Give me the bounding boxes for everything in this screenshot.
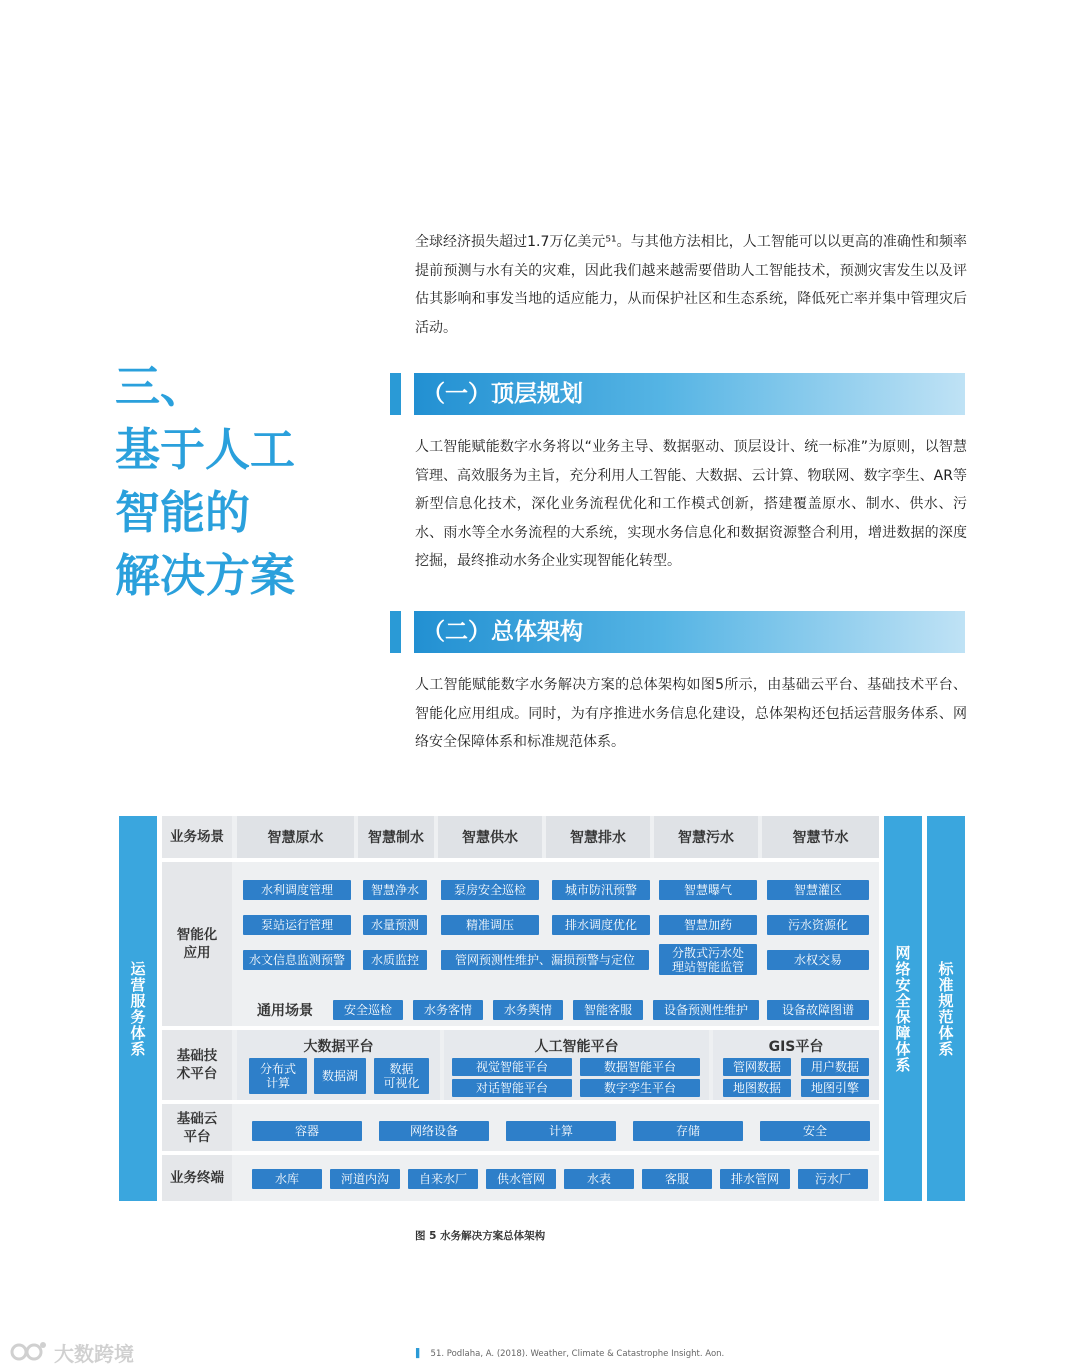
app-chip: 水质监控 bbox=[363, 950, 427, 970]
scenario-cell: 智慧制水 bbox=[358, 816, 434, 858]
row-label: 智能化 应用 bbox=[162, 862, 232, 1026]
row-label: 基础云 平台 bbox=[162, 1104, 232, 1151]
app-chip: 水利调度管理 bbox=[243, 880, 351, 900]
terminal-chip: 污水厂 bbox=[798, 1169, 868, 1189]
general-chip: 安全巡检 bbox=[333, 1000, 403, 1020]
section-heading-2 bbox=[390, 611, 965, 653]
gis-title: GIS平台 bbox=[768, 1039, 824, 1055]
app-chip: 排水调度优化 bbox=[552, 915, 650, 935]
terminal-chip: 供水管网 bbox=[486, 1169, 556, 1189]
architecture-diagram bbox=[119, 816, 965, 1201]
tech-chip: 对话智能平台 bbox=[452, 1079, 572, 1097]
figure-caption: 图 5 水务解决方案总体架构 bbox=[415, 1230, 546, 1242]
big-title bbox=[115, 355, 365, 607]
cloud-chip: 存储 bbox=[633, 1121, 743, 1141]
general-chip: 设备故障图谱 bbox=[767, 1000, 869, 1020]
app-chip: 泵房安全巡检 bbox=[441, 880, 539, 900]
watermark bbox=[10, 1337, 134, 1367]
tech-chip: 用户数据 bbox=[801, 1058, 869, 1076]
general-chip: 智能客服 bbox=[573, 1000, 643, 1020]
cloud-chip: 容器 bbox=[252, 1121, 362, 1141]
section-heading-text: （一）顶层规划 bbox=[422, 381, 583, 407]
footnote bbox=[416, 1349, 724, 1359]
app-chip: 智慧加药 bbox=[659, 915, 757, 935]
tech-chip: 分布式 计算 bbox=[249, 1058, 307, 1094]
tech-chip: 数字孪生平台 bbox=[580, 1079, 700, 1097]
row-label: 业务场景 bbox=[162, 816, 232, 858]
network-security-bar: 网络安全保障体系 bbox=[884, 816, 922, 1201]
row-label: 基础技 术平台 bbox=[162, 1030, 232, 1100]
bigdata-title: 大数据平台 bbox=[303, 1039, 374, 1055]
app-chip: 水量预测 bbox=[363, 915, 427, 935]
row-label: 业务终端 bbox=[162, 1155, 232, 1201]
cloud-chip: 计算 bbox=[506, 1121, 616, 1141]
app-chip: 水权交易 bbox=[767, 950, 869, 970]
watermark-text: 大数跨境 bbox=[54, 1341, 134, 1366]
big-title-line: 三、 bbox=[115, 360, 206, 413]
app-chip: 智慧灌区 bbox=[767, 880, 869, 900]
general-chip: 设备预测性维护 bbox=[653, 1000, 759, 1020]
big-title-line: 解决方案 bbox=[115, 549, 296, 602]
app-chip: 泵站运行管理 bbox=[243, 915, 351, 935]
section-heading-text: （二）总体架构 bbox=[422, 619, 583, 645]
app-chip: 分散式污水处 理站智能监管 bbox=[659, 944, 757, 975]
app-chip: 精准调压 bbox=[441, 915, 539, 935]
big-title-line: 智能的 bbox=[115, 486, 251, 539]
terminal-chip: 排水管网 bbox=[720, 1169, 790, 1189]
heading-accent-bar bbox=[390, 611, 401, 653]
general-scenario-label: 通用场景 bbox=[257, 1003, 313, 1019]
cloud-chip: 网络设备 bbox=[379, 1121, 489, 1141]
general-chip: 水务舆情 bbox=[493, 1000, 563, 1020]
section2-body: 人工智能赋能数字水务解决方案的总体架构如图5所示，由基础云平台、基础技术平台、智能化应用组成。同时，为有序推进水务信息化建设，总体架构还包括运营服务体系、网络安全保障体系和标准规范体系。 bbox=[415, 677, 967, 750]
big-title-line: 基于人工 bbox=[115, 423, 296, 476]
section-heading-1 bbox=[390, 373, 965, 415]
terminal-chip: 自来水厂 bbox=[408, 1169, 478, 1189]
footnote-text: 51. Podlaha, A. (2018). Weather, Climate & Catastrophe Insight. Aon. bbox=[430, 1349, 725, 1359]
section1-body: 人工智能赋能数字水务将以“业务主导、数据驱动、顶层设计、统一标准”为原则，以智慧管理、高效服务为主旨，充分利用人工智能、大数据、云计算、物联网、数字孪生、AR等新型信息化技术，深化业务流程优化和工作模式创新，搭建覆盖原水、制水、供水、污水、雨水等全水务流程的大系统，实现水务信息化和数据资源整合利用，增进数据的深度挖掘，最终推动水务企业实现智能化转型。 bbox=[415, 439, 967, 569]
app-chip: 污水资源化 bbox=[767, 915, 869, 935]
terminal-chip: 水库 bbox=[252, 1169, 322, 1189]
intro-paragraph: 全球经济损失超过1.7万亿美元⁵¹。与其他方法相比，人工智能可以以更高的准确性和频率提前预测与水有关的灾难，因此我们越来越需要借助人工智能技术，预测灾害发生以及评估其影响和事发当地的适应能力，从而保护社区和生态系统，降低死亡率并集中管理灾后活动。 bbox=[415, 234, 967, 336]
general-chip: 水务客情 bbox=[413, 1000, 483, 1020]
tech-chip: 数据 可视化 bbox=[374, 1058, 429, 1094]
ops-service-bar: 运营服务体系 bbox=[119, 816, 157, 1201]
scenario-cell: 智慧污水 bbox=[654, 816, 758, 858]
footnote-mark-icon: ▌ bbox=[416, 1349, 423, 1359]
watermark-logo-icon bbox=[10, 1339, 48, 1365]
tech-chip: 数据湖 bbox=[314, 1058, 366, 1094]
app-chip: 城市防汛预警 bbox=[552, 880, 650, 900]
app-chip: 管网预测性维护、漏损预警与定位 bbox=[441, 950, 649, 970]
scenario-cell: 智慧原水 bbox=[237, 816, 354, 858]
ai-title: 人工智能平台 bbox=[534, 1039, 619, 1055]
terminal-chip: 客服 bbox=[642, 1169, 712, 1189]
scenario-cell: 智慧节水 bbox=[762, 816, 879, 858]
app-chip: 智慧曝气 bbox=[659, 880, 757, 900]
scenario-cell: 智慧排水 bbox=[546, 816, 650, 858]
terminal-chip: 河道内沟 bbox=[330, 1169, 400, 1189]
tech-chip: 数据智能平台 bbox=[580, 1058, 700, 1076]
standards-bar: 标准规范体系 bbox=[927, 816, 965, 1201]
terminal-chip: 水表 bbox=[564, 1169, 634, 1189]
cloud-chip: 安全 bbox=[760, 1121, 870, 1141]
scenario-cell: 智慧供水 bbox=[438, 816, 542, 858]
app-chip: 智慧净水 bbox=[363, 880, 427, 900]
app-chip: 水文信息监测预警 bbox=[243, 950, 351, 970]
tech-chip: 管网数据 bbox=[723, 1058, 791, 1076]
heading-accent-bar bbox=[390, 373, 401, 415]
tech-chip: 地图数据 bbox=[723, 1079, 791, 1097]
tech-chip: 视觉智能平台 bbox=[452, 1058, 572, 1076]
tech-chip: 地图引擎 bbox=[801, 1079, 869, 1097]
